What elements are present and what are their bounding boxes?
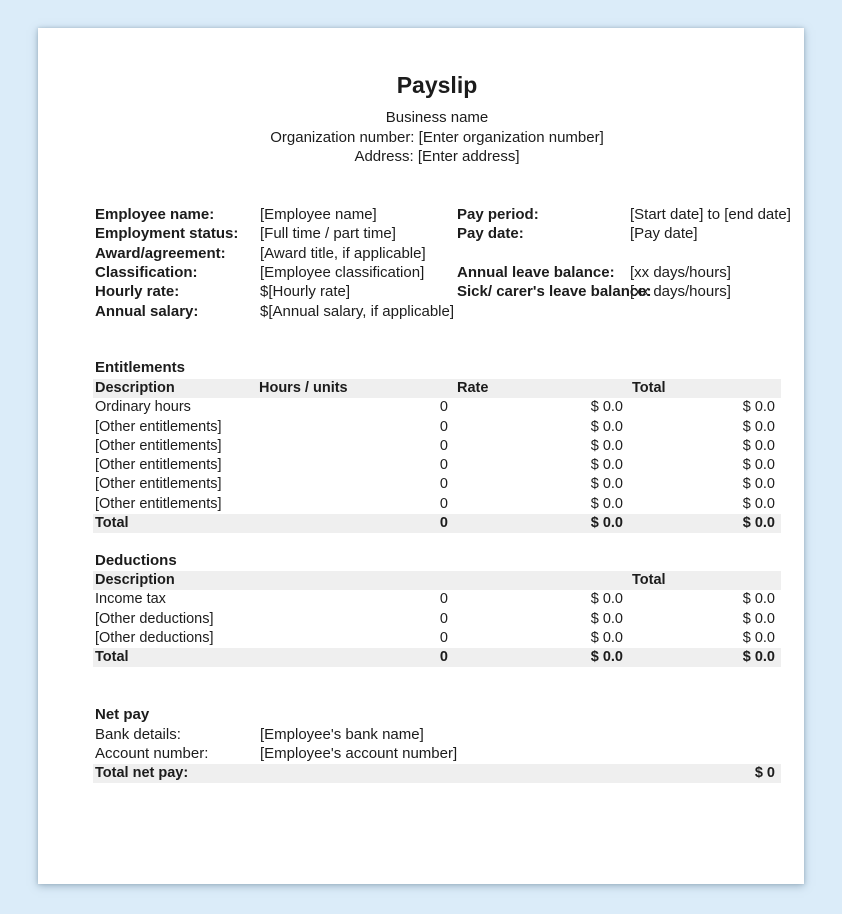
page-title: Payslip [396, 72, 478, 98]
total-cell[interactable]: $ 0.0 [742, 437, 775, 454]
detail-row [93, 263, 781, 282]
bank-details-label: Bank details: [95, 726, 181, 743]
deductions-total-row [93, 648, 781, 667]
amount-cell[interactable]: $ 0.0 [590, 591, 623, 608]
hours-cell[interactable]: 0 [439, 418, 448, 435]
rate-cell[interactable]: $ 0.0 [590, 495, 623, 512]
account-number-value[interactable]: [Employee's account number] [260, 745, 458, 763]
employment-status-value[interactable]: [Full time / part time] [260, 225, 396, 243]
grand-total-cell: $ 0.0 [628, 648, 781, 667]
details-section [93, 205, 791, 322]
total-cell[interactable]: $ 0.0 [742, 399, 775, 416]
total-label-cell: Total [93, 514, 258, 533]
organization-number-line[interactable]: Organization number: [Enter organization number] [270, 128, 604, 146]
description-cell[interactable]: [Other deductions] [95, 610, 214, 627]
entitlement-row [93, 456, 781, 475]
total-cell[interactable]: $ 0.0 [742, 418, 775, 435]
employee-name-label: Employee name: [95, 206, 215, 223]
detail-row [93, 302, 781, 321]
rate-cell[interactable]: $ 0.0 [590, 399, 623, 416]
pay-period-value[interactable]: [Start date] to [end date] [630, 206, 791, 223]
award-agreement-label: Award/agreement: [95, 244, 226, 262]
hours-cell[interactable]: 0 [439, 495, 448, 512]
amount-cell[interactable]: $ 0.0 [590, 610, 623, 627]
hours-cell[interactable]: 0 [439, 476, 448, 493]
detail-row [93, 282, 781, 301]
entitlement-row [93, 437, 781, 456]
rate-cell[interactable]: $ 0.0 [590, 418, 623, 435]
description-header: Description [93, 571, 258, 590]
hours-units-header: Hours / units [258, 379, 453, 398]
classification-label: Classification: [95, 263, 198, 281]
deduction-row [93, 610, 781, 629]
rate-cell[interactable]: $ 0.0 [590, 457, 623, 474]
description-header: Description [93, 379, 258, 398]
document-header [93, 72, 781, 167]
units-cell[interactable]: 0 [439, 591, 448, 608]
rate-header: Rate [453, 379, 628, 398]
deductions-header-row [93, 571, 781, 590]
address-line[interactable]: Address: [Enter address] [354, 148, 520, 165]
entitlement-row [93, 418, 781, 437]
entitlements-header-row [93, 379, 781, 398]
rate-total-cell: $ 0.0 [453, 514, 628, 533]
entitlement-row [93, 475, 781, 494]
empty-header [258, 571, 453, 590]
amount-total-cell: $ 0.0 [453, 648, 628, 667]
account-number-label: Account number: [95, 745, 209, 763]
award-agreement-value[interactable]: [Award title, if applicable] [260, 244, 426, 262]
employee-name-value[interactable]: [Employee name] [260, 206, 377, 223]
hours-total-cell: 0 [258, 514, 453, 533]
hourly-rate-value[interactable]: $[Hourly rate] [260, 283, 351, 301]
total-header: Total [628, 379, 781, 398]
rate-cell[interactable]: $ 0.0 [590, 476, 623, 493]
total-net-pay-value: $ 0 [754, 764, 775, 781]
bank-details-value[interactable]: [Employee's bank name] [260, 726, 424, 743]
description-cell[interactable]: Ordinary hours [95, 399, 191, 416]
total-cell[interactable]: $ 0.0 [742, 457, 775, 474]
pay-date-value[interactable]: [Pay date] [630, 225, 698, 243]
total-net-pay-label: Total net pay: [95, 764, 189, 781]
description-cell[interactable]: [Other entitlements] [95, 437, 222, 454]
classification-value[interactable]: [Employee classification] [260, 263, 425, 281]
hours-cell[interactable]: 0 [439, 399, 448, 416]
description-cell[interactable]: [Other entitlements] [95, 457, 222, 474]
deductions-section-title: Deductions [95, 552, 177, 569]
total-cell[interactable]: $ 0.0 [742, 591, 775, 608]
pay-date-label: Pay date: [457, 225, 524, 243]
payslip-page [38, 28, 804, 884]
detail-row [93, 205, 791, 224]
total-label-cell: Total [93, 648, 258, 667]
business-name[interactable]: Business name [385, 109, 489, 126]
rate-cell[interactable]: $ 0.0 [590, 437, 623, 454]
entitlements-table [93, 379, 781, 533]
hourly-rate-label: Hourly rate: [95, 283, 180, 301]
empty-header [453, 571, 628, 590]
description-cell[interactable]: [Other entitlements] [95, 495, 222, 512]
total-net-pay-row [93, 764, 781, 783]
hours-cell[interactable]: 0 [439, 457, 448, 474]
sick-carers-leave-balance-label: Sick/ carer's leave balance: [457, 283, 652, 301]
total-cell[interactable]: $ 0.0 [742, 610, 775, 627]
deductions-table [93, 571, 781, 667]
account-number-row [93, 744, 781, 763]
total-header: Total [628, 571, 781, 590]
employment-status-label: Employment status: [95, 225, 239, 243]
units-total-cell: 0 [258, 648, 453, 667]
detail-row [93, 244, 781, 263]
pay-period-label: Pay period: [457, 206, 539, 223]
annual-salary-label: Annual salary: [95, 302, 199, 320]
net-pay-section-title: Net pay [95, 706, 150, 723]
annual-leave-balance-label: Annual leave balance: [457, 263, 615, 281]
units-cell[interactable]: 0 [439, 629, 448, 646]
entitlement-row [93, 495, 781, 514]
description-cell[interactable]: [Other entitlements] [95, 476, 222, 493]
description-cell[interactable]: Income tax [95, 591, 166, 608]
annual-salary-value[interactable]: $[Annual salary, if applicable] [260, 302, 455, 320]
entitlements-section-title: Entitlements [95, 359, 186, 376]
bank-details-row [93, 725, 781, 744]
total-cell[interactable]: $ 0.0 [742, 629, 775, 646]
total-cell[interactable]: $ 0.0 [742, 476, 775, 493]
deduction-row [93, 590, 781, 609]
entitlement-row [93, 398, 781, 417]
deduction-row [93, 629, 781, 648]
sick-carers-leave-balance-value[interactable]: [xx days/hours] [630, 283, 731, 301]
description-cell[interactable]: [Other entitlements] [95, 418, 222, 435]
description-cell[interactable]: [Other deductions] [95, 629, 214, 646]
detail-row [93, 224, 781, 243]
annual-leave-balance-value[interactable]: [xx days/hours] [630, 263, 731, 281]
grand-total-cell: $ 0.0 [628, 514, 781, 533]
total-cell[interactable]: $ 0.0 [742, 495, 775, 512]
units-cell[interactable]: 0 [439, 610, 448, 627]
entitlements-total-row [93, 514, 781, 533]
amount-cell[interactable]: $ 0.0 [590, 629, 623, 646]
hours-cell[interactable]: 0 [439, 437, 448, 454]
